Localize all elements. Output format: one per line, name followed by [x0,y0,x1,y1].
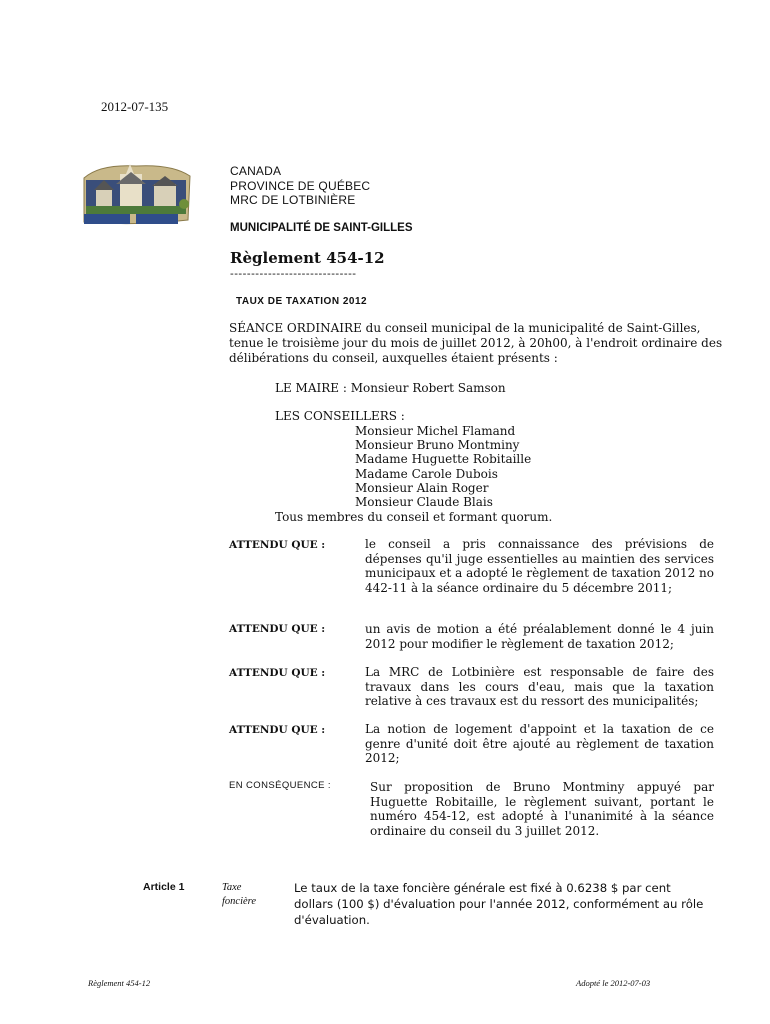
header-municipality: MUNICIPALITÉ DE SAINT-GILLES [230,222,413,234]
councillors-heading: LES CONSEILLERS : [275,409,405,423]
consequence-text: Sur proposition de Bruno Montminy appuyé par Huguette Robitaille, le règlement suivant, portant le numéro 454-12, est adopté à l'unanimité à la séance ordinaire du conseil du 3 juillet 2012. [370,780,714,838]
attendu-text: le conseil a pris connaissance des prévisions de dépenses qu'il juge essentielles au maintien des services municipaux et a adopté le règlement de taxation 2012 no 442-11 à la séance ordinaire du 5 décembre 2011; [365,537,714,595]
page-title: Règlement 454-12 [230,249,385,267]
title-underline: ------------------------------ [230,267,357,280]
attendu-text: La MRC de Lotbinière est responsable de faire des travaux dans les cours d'eau, mais que la taxation relative à ces travaux est du ressort des municipalités; [365,665,714,709]
councillor-name: Monsieur Claude Blais [355,495,493,509]
attendu-text: un avis de motion a été préalablement donné le 4 juin 2012 pour modifier le règlement de taxation 2012; [365,622,714,651]
header-province: PROVINCE DE QUÉBEC [230,179,371,193]
councillor-name: Madame Huguette Robitaille [355,452,532,466]
article-topic-line2: foncière [222,896,257,907]
document-reference: 2012-07-135 [101,99,169,114]
consequence-label: EN CONSÉQUENCE : [229,780,331,791]
quorum-statement: Tous membres du conseil et formant quorum. [275,510,553,524]
article-topic [222,881,256,909]
header-mrc: MRC DE LOTBINIÈRE [230,193,356,207]
article-label: Article 1 [143,881,185,893]
article-text: Le taux de la taxe foncière générale est fixé à 0.6238 $ par cent dollars (100 $) d'évaluation pour l'année 2012, conformément au rôle d'évaluation. [294,881,704,927]
councillor-name: Monsieur Michel Flamand [355,424,516,438]
attendu-label: ATTENDU QUE : [229,623,326,635]
councillor-name: Madame Carole Dubois [355,467,498,481]
footer-adopted-date: Adopté le 2012-07-03 [576,978,651,988]
header-country: CANADA [230,164,282,178]
article-topic-line1: Taxe [222,882,242,893]
attendu-text: La notion de logement d'appoint et la taxation de ce genre d'unité doit être ajouté au règlement de taxation 2012; [365,722,714,766]
attendu-label: ATTENDU QUE : [229,667,326,679]
subject-heading: TAUX DE TAXATION 2012 [236,296,368,307]
attendu-label: ATTENDU QUE : [229,724,326,736]
attendu-label: ATTENDU QUE : [229,539,326,551]
councillor-name: Monsieur Bruno Montminy [355,438,520,452]
municipality-logo [80,160,192,228]
mayor-line: LE MAIRE : Monsieur Robert Samson [275,381,506,395]
councillor-name: Monsieur Alain Roger [355,481,489,495]
footer-regulation: Règlement 454-12 [88,978,151,988]
session-intro: SÉANCE ORDINAIRE du conseil municipal de la municipalité de Saint-Gilles, tenue le troisième jour du mois de juillet 2012, à 20h00, à l'endroit ordinaire des délibérations du conseil, auxquelles étaient présents : [229,321,723,365]
